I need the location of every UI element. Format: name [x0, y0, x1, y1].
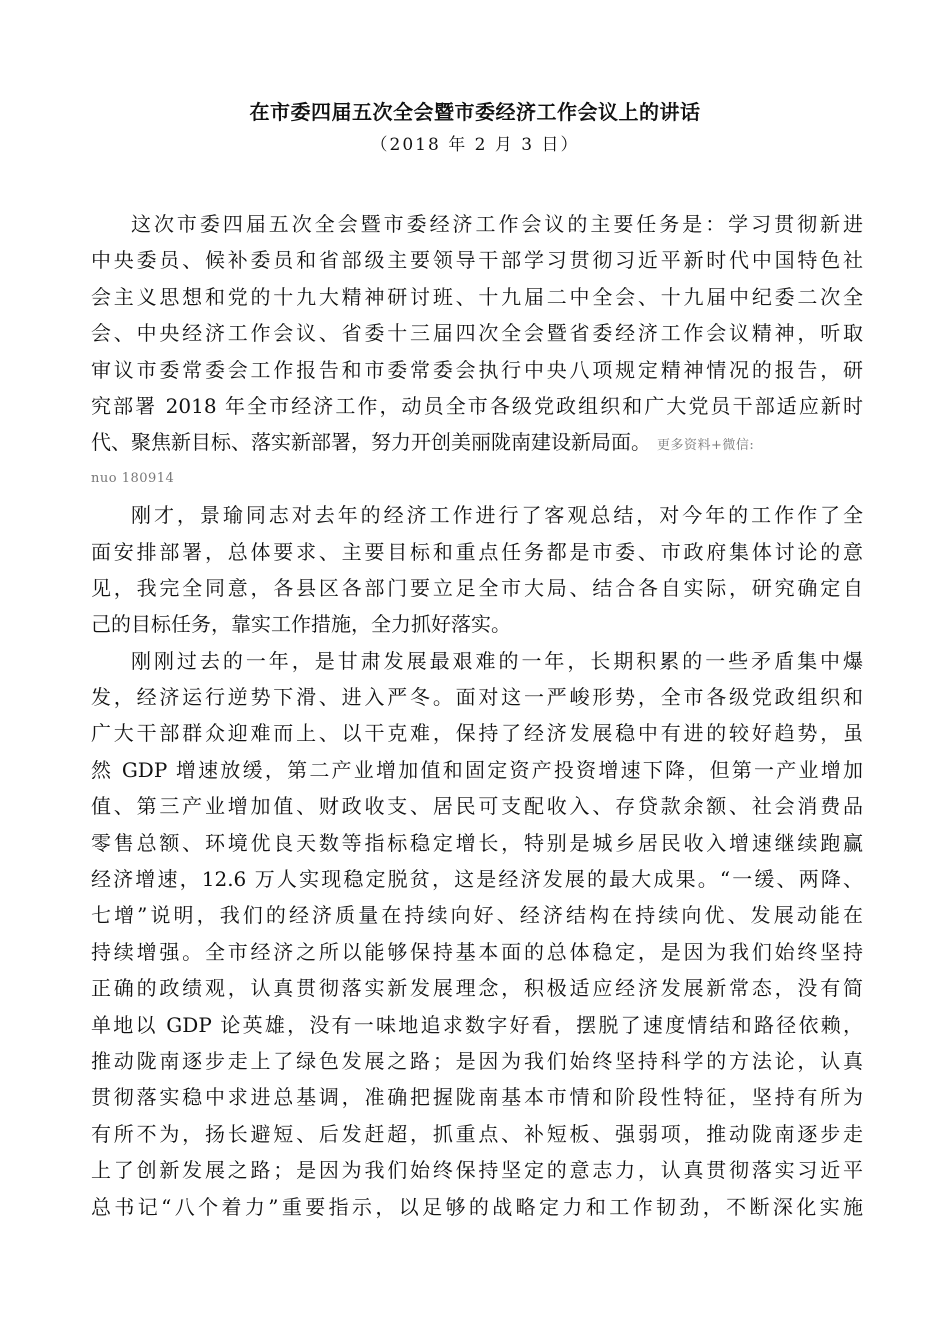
paragraph-line	[91, 1043, 863, 1079]
line-text: 七增”说明，我们的经济质量在持续向好、经济结构在持续向优、发展动能在	[91, 903, 863, 928]
paragraph	[91, 643, 863, 1225]
line-text: 经济增速，12.6 万人实现稳定脱贫，这是经济发展的最大成果。“一缓、两降、	[91, 867, 863, 892]
paragraph-line	[91, 497, 863, 533]
paragraph-line	[91, 934, 863, 970]
line-text: 究部署 2018 年全市经济工作，动员全市各级党政组织和广大党员干部适应新时	[91, 393, 863, 418]
paragraph-line	[91, 352, 863, 388]
line-text: 广大干部群众迎难而上、以干克难，保持了经济发展稳中有进的较好趋势，虽	[91, 721, 863, 746]
line-text: 贯彻落实稳中求进总基调，准确把握陇南基本市情和阶段性特征，坚持有所为	[91, 1085, 863, 1110]
paragraph-line	[91, 424, 863, 460]
paragraph-line	[91, 1152, 863, 1188]
paragraph-line	[91, 1007, 863, 1043]
page-title: 在市委四届五次全会暨市委经济工作会议上的讲话	[249, 100, 701, 124]
paragraph	[91, 497, 863, 643]
paragraph-line	[91, 752, 863, 788]
paragraph-line	[91, 206, 863, 242]
paragraph-line	[91, 570, 863, 606]
paragraph-line	[91, 788, 863, 824]
watermark-note: 更多资料+微信:	[657, 438, 755, 454]
line-text: 发，经济运行逆势下滑、进入严冬。面对这一严峻形势，全市各级党政组织和	[91, 685, 863, 710]
line-text: 正确的政绩观，认真贯彻落实新发展理念，积极适应经济发展新常态，没有简	[91, 976, 863, 1001]
line-text: 刚刚过去的一年，是甘肃发展最艰难的一年，长期积累的一些矛盾集中爆	[131, 648, 863, 673]
line-text: 上了创新发展之路；是因为我们始终保持坚定的意志力，认真贯彻落实习近平	[91, 1158, 863, 1183]
line-text: 中央委员、候补委员和省部级主要领导干部学习贯彻习近平新时代中国特色社	[91, 248, 863, 273]
paragraph-line	[91, 715, 863, 751]
line-text: 见，我完全同意，各县区各部门要立足全市大局、结合各自实际，研究确定自	[91, 575, 863, 600]
line-text: 有所不为，扬长避短、后发赶超，抓重点、补短板、强弱项，推动陇南逐步走	[91, 1121, 863, 1146]
line-text: 刚才，景瑜同志对去年的经济工作进行了客观总结，对今年的工作作了全	[131, 503, 863, 528]
paragraph-line	[91, 825, 863, 861]
paragraph-line	[91, 279, 863, 315]
line-text: 值、第三产业增加值、财政收支、居民可支配收入、存贷款余额、社会消费品	[91, 794, 863, 819]
document-body	[91, 206, 863, 1225]
line-text: 会、中央经济工作会议、省委十三届四次全会暨省委经济工作会议精神，听取	[91, 321, 863, 346]
paragraph-line	[91, 643, 863, 679]
watermark-note-line: nuo 180914	[91, 470, 175, 486]
line-text: 持续增强。全市经济之所以能够保持基本面的总体稳定，是因为我们始终坚持	[91, 939, 863, 964]
paragraph-line	[91, 897, 863, 933]
line-text: 单地以 GDP 论英雄，没有一味地追求数字好看，摆脱了速度情结和路径依赖，	[91, 1012, 863, 1037]
line-text: 会主义思想和党的十九大精神研讨班、十九届二中全会、十九届中纪委二次全	[91, 284, 863, 309]
paragraph-line	[91, 315, 863, 351]
paragraph-line	[91, 1079, 863, 1115]
paragraph	[91, 206, 863, 497]
line-text: 这次市委四届五次全会暨市委经济工作会议的主要任务是：学习贯彻新进	[131, 212, 863, 236]
paragraph-line	[91, 606, 863, 642]
paragraph-line	[91, 388, 863, 424]
speech-date: （2018 年 2 月 3 日）	[370, 135, 580, 155]
paragraph-line	[91, 970, 863, 1006]
line-text: 面安排部署，总体要求、主要目标和重点任务都是市委、市政府集体讨论的意	[91, 539, 863, 564]
paragraph-line	[91, 679, 863, 715]
line-text: 推动陇南逐步走上了绿色发展之路；是因为我们始终坚持科学的方法论，认真	[91, 1048, 863, 1073]
line-text: 然 GDP 增速放缓，第二产业增加值和固定资产投资增速下降，但第一产业增加	[91, 757, 863, 782]
line-text: 零售总额、环境优良天数等指标稳定增长，特别是城乡居民收入增速继续跑赢	[91, 830, 863, 855]
paragraph-line	[91, 1189, 863, 1225]
line-text: 代、聚焦新目标、落实新部署，努力开创美丽陇南建设新局面。	[91, 430, 651, 455]
line-text: 己的目标任务，靠实工作措施，全力抓好落实。	[91, 612, 511, 637]
paragraph-line	[91, 242, 863, 278]
paragraph-line	[91, 534, 863, 570]
paragraph-line	[91, 861, 863, 897]
paragraph-line	[91, 1116, 863, 1152]
line-text: 审议市委常委会工作报告和市委常委会执行中央八项规定精神情况的报告，研	[91, 357, 863, 382]
line-text: 总书记“八个着力”重要指示，以足够的战略定力和工作韧劲，不断深化实施	[91, 1194, 863, 1219]
